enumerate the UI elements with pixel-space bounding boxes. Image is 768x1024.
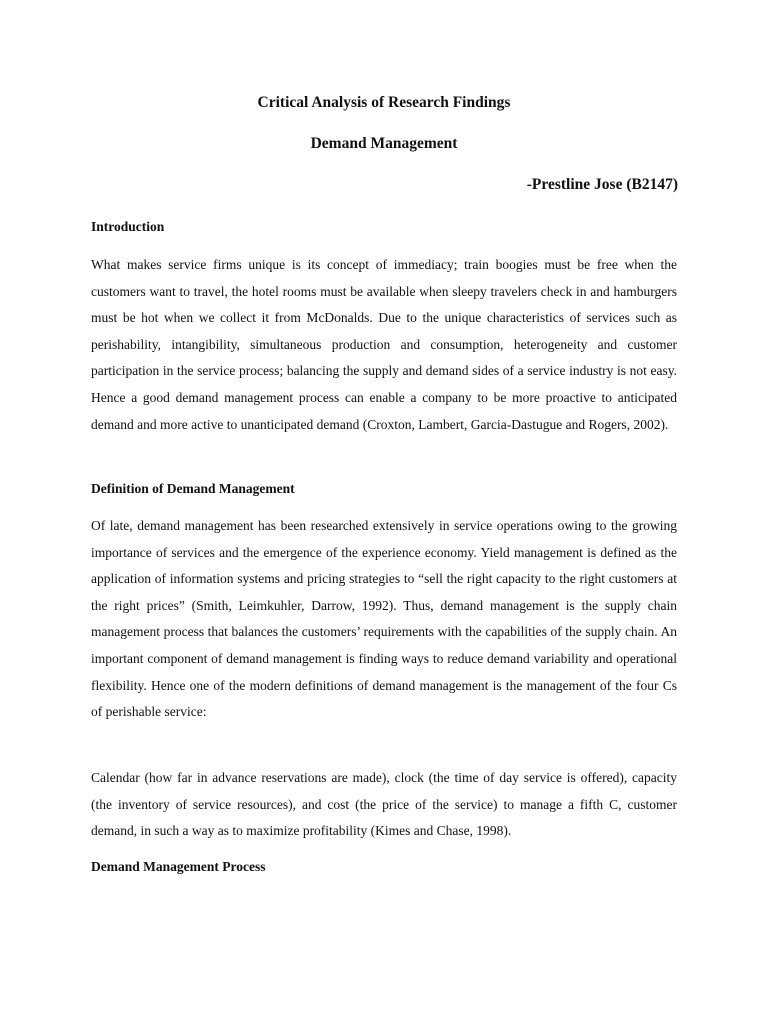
definition-heading: Definition of Demand Management bbox=[91, 481, 295, 496]
document-author: -Prestline Jose (B2147) bbox=[526, 176, 678, 193]
introduction-paragraph: What makes service firms unique is its concept of immediacy; train boogies must be free when the customers want to travel, the hotel rooms must be available when sleepy travelers check in and hamburgers must be hot when we collect it from McDonalds. Due to the unique characteristics of services such as perishability, intangibility, simultaneous production and consumption, heterogeneity and customer participation in the service process; balancing the supply and demand sides of a service industry is not easy. Hence a good demand management process can enable a company to be more proactive to anticipated demand and more active to unanticipated demand (Croxton, Lambert, Garcia-Dastugue and Rogers, 2002). bbox=[91, 257, 677, 432]
definition-paragraph: Of late, demand management has been researched extensively in service operations owing to the growing importance of services and the emergence of the experience economy. Yield management is defined as the application of information systems and pricing strategies to “sell the right capacity to the right customers at the right prices” (Smith, Leimkuhler, Darrow, 1992). Thus, demand management is the supply chain management process that balances the customers’ requirements with the capabilities of the supply chain. An important component of demand management is finding ways to reduce demand variability and operational flexibility. Hence one of the modern definitions of demand management is the management of the four Cs of perishable service: bbox=[91, 518, 677, 720]
process-heading: Demand Management Process bbox=[91, 859, 266, 874]
document-subtitle: Demand Management bbox=[310, 135, 458, 152]
four-cs-paragraph: Calendar (how far in advance reservations are made), clock (the time of day service is offered), capacity (the inventory of service resources), and cost (the price of the service) to manage a fifth C, customer demand, in such a way as to maximize profitability (Kimes and Chase, 1998). bbox=[91, 770, 677, 839]
introduction-heading: Introduction bbox=[91, 219, 165, 234]
document-title: Critical Analysis of Research Findings bbox=[257, 94, 511, 111]
